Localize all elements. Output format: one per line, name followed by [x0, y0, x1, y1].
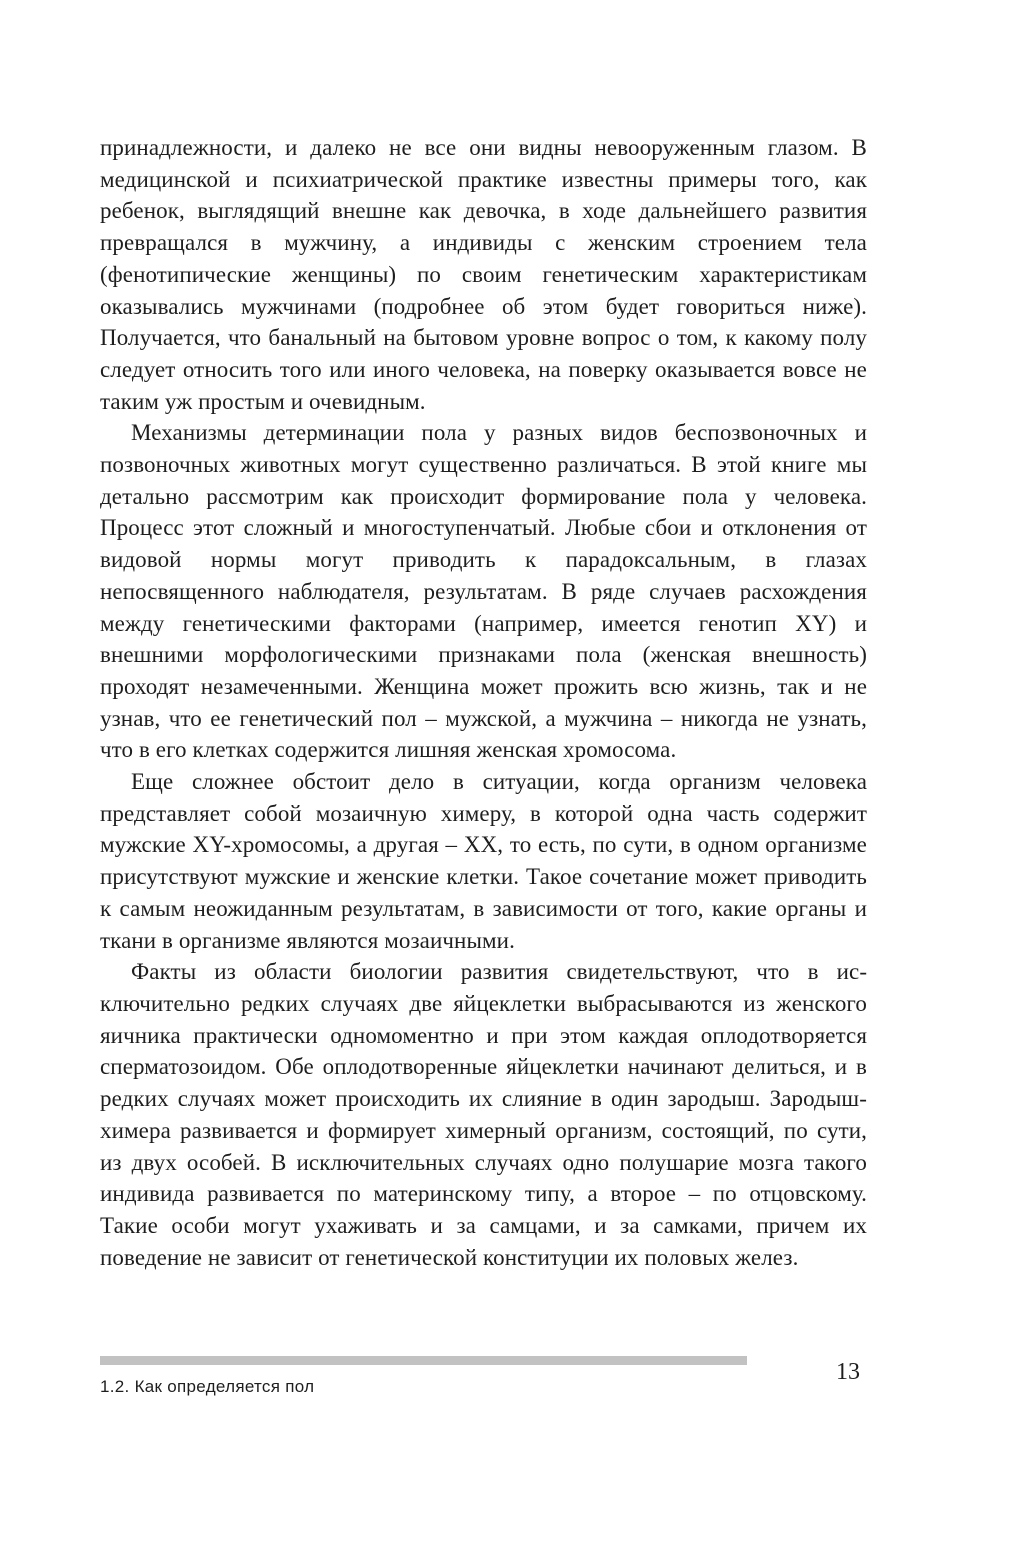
paragraph-3: Еще сложнее обстоит дело в ситуации, когда организм человека представляет собой мозаичную химеру, в которой одна часть содержит мужские XY-хромосомы, а другая – XX, то есть, по сути, в одном организме присутствуют мужские и женские клетки. Такое сочетание может приводить к самым неожиданным результатам, в зависимости от того, какие органы и ткани в организме являются мозаичными. [100, 769, 867, 953]
footer-rule [100, 1356, 747, 1365]
running-footer-section-title: 1.2. Как определяется пол [100, 1377, 315, 1396]
page-number: 13 [836, 1359, 860, 1385]
paragraph-2: Механизмы детерминации пола у разных видов беспозвоночных и позвоночных животных могут существенно различаться. В этой книге мы детально рассмотрим как происходит формирование пола у человека. Процесс этот сложный и многоступенчатый. Любые сбои и отклонения от видовой нормы могут приводить к парадоксальным, в глазах непосвященного наблюдателя, результатам. В ряде случаев расхождения между генетическими факторами (например, имеется генотип XY) и внешними морфологическими признаками пола (женская внешность) проходят незамеченными. Женщина может прожить всю жизнь, так и не узнав, что ее генетический пол – мужской, а мужчина – никогда не узнать, что в его клетках содержится лишняя женская хромосома. [100, 420, 867, 763]
body-text [100, 132, 867, 1273]
paragraph-1: принадлежности, и далеко не все они видны невооруженным глазом. В медицинской и психиатрической практике известны примеры того, как ребенок, выглядящий внешне как девочка, в ходе дальнейшего развития превращался в мужчину, а индивиды с женским строением тела (фенотипические женщины) по своим генетическим характеристикам оказывались мужчинами (подробнее об этом будет говориться ниже). Получается, что банальный на бытовом уровне вопрос о том, к какому полу следует относить того или иного человека, на поверку оказывается вовсе не таким уж простым и очевидным. [100, 135, 867, 414]
paragraph-4: Факты из области биологии развития свидетельствуют, что в исключительно редких случаях две яйцеклетки выбрасываются из женского яичника практически одномоментно и при этом каждая оплодотворяется сперматозоидом. Обе оплодотворенные яйцеклетки начинают делиться, и в редких случаях может происходить их слияние в один зародыш. Зародыш-химера развивается и формирует химерный организм, состоящий, по сути, из двух особей. В исключительных случаях одно полушарие мозга такого индивида развивается по материнскому типу, а второе – по отцовскому. Такие особи могут ухаживать и за самцами, и за самками, причем их поведение не зависит от генетической конституции их половых желез. [100, 959, 867, 1270]
